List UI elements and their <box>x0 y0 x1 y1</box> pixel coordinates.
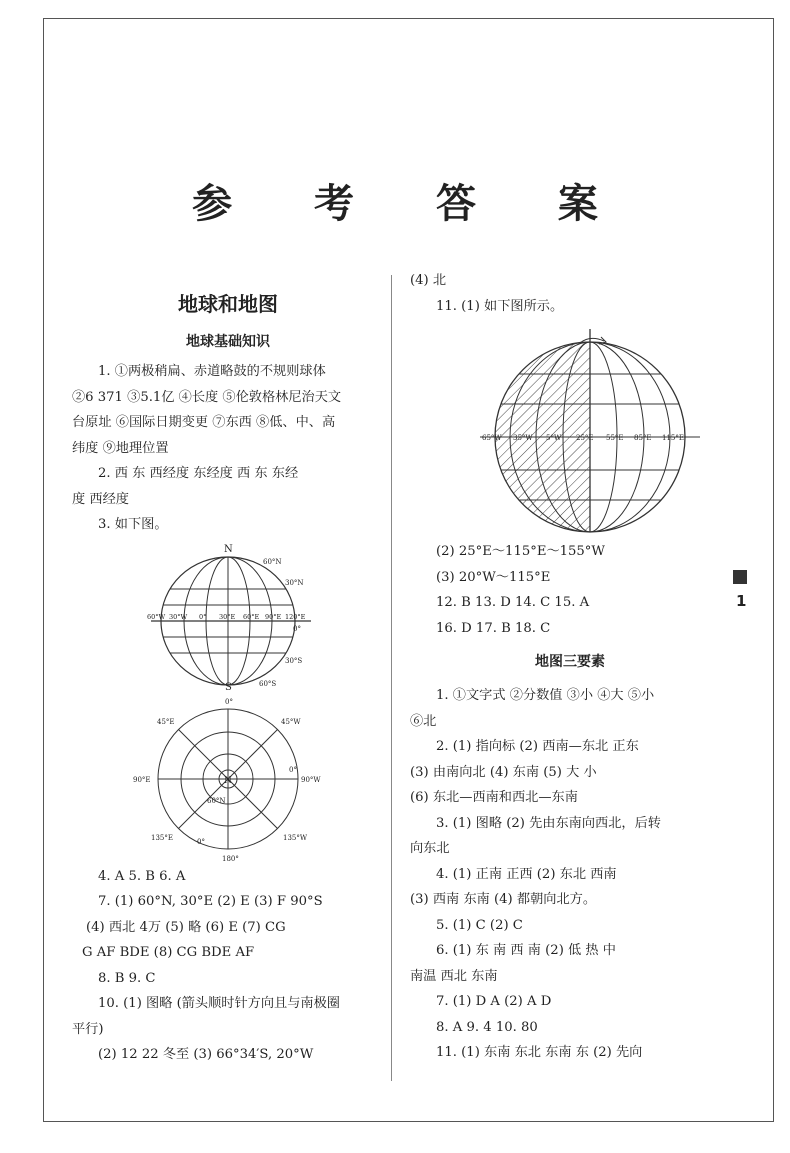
lon-label: 60°W <box>147 612 166 621</box>
answer-line: G AF BDE (8) CG BDE AF <box>82 945 255 960</box>
lon-label: 120°E <box>285 612 306 621</box>
answer-line: 2. 西 东 西经度 东经度 西 东 东经 <box>98 466 299 481</box>
answer-line: (4) 西北 4万 (5) 略 (6) E (7) CG <box>86 919 286 935</box>
answer-line: 12. B 13. D 14. C 15. A <box>436 595 590 610</box>
lon-label: 55°E <box>606 434 624 442</box>
answer-line: 11. (1) 如下图所示。 <box>436 298 564 314</box>
lon-label: 65°W <box>482 434 502 442</box>
south-label: S <box>225 681 232 690</box>
answer-line: 8. A 9. 4 10. 80 <box>436 1019 538 1035</box>
north-label: N <box>224 543 233 555</box>
lon-label: 30°E <box>219 612 236 621</box>
polar-label: 135°E <box>151 833 173 842</box>
subsection-title: 地图三要素 <box>535 654 605 670</box>
lon-label: 35°W <box>513 434 533 442</box>
polar-label: 0° <box>225 697 233 706</box>
section-title: 地球和地图 <box>178 292 278 316</box>
polar-label: 60°N <box>207 796 226 805</box>
answer-line: (6) 东北—西南和西北—东南 <box>410 790 578 805</box>
hatched-globe-figure <box>430 319 710 539</box>
globe-grid-figure <box>133 538 323 690</box>
answer-line: ②6 371 ③5.1亿 ④长度 ⑤伦敦格林尼治天文 <box>72 389 342 405</box>
polar-label: 45°W <box>281 717 301 726</box>
answer-line: 7. (1) D A (2) A D <box>436 994 552 1009</box>
side-tab-marker <box>733 570 747 584</box>
answer-line: 台原址 ⑥国际日期变更 ⑦东西 ⑧低、中、高 <box>72 415 336 430</box>
lat-label: 60°N <box>263 557 282 566</box>
answer-line: 8. B 9. C <box>98 970 156 986</box>
answer-line: 4. A 5. B 6. A <box>98 868 186 884</box>
answer-line: 1. ①文字式 ②分数值 ③小 ④大 ⑤小 <box>436 688 655 703</box>
polar-label: 135°W <box>283 833 308 842</box>
answer-line: 1. ①两极稍扁、赤道略鼓的不规则球体 <box>98 364 326 379</box>
polar-label: 45°E <box>157 717 175 726</box>
answer-line: 5. (1) C (2) C <box>436 917 523 933</box>
answer-line: (2) 25°E～115°E～155°W <box>436 544 605 559</box>
answer-line: 南温 西北 东南 <box>410 968 498 984</box>
lon-label: 25°E <box>576 434 594 442</box>
answer-line: 10. (1) 图略 (箭头顺时针方向且与南极圈 <box>98 996 340 1011</box>
answer-line: 7. (1) 60°N, 30°E (2) E (3) F 90°S <box>98 894 323 909</box>
answer-line: 6. (1) 东 南 西 南 (2) 低 热 中 <box>436 943 616 958</box>
answer-line: 2. (1) 指向标 (2) 西南—东北 正东 <box>436 739 639 754</box>
answer-line: (3) 西南 东南 (4) 都朝向北方。 <box>410 892 597 907</box>
lon-label: 5°W <box>546 434 562 442</box>
answer-line: 11. (1) 东南 东北 东南 东 (2) 先向 <box>436 1045 643 1060</box>
lat-label: 60°S <box>259 679 277 688</box>
lon-label: 0° <box>199 612 207 621</box>
answer-line: 3. (1) 图略 (2) 先由东南向西北，后转 <box>436 815 661 831</box>
lon-label: 60°E <box>243 612 260 621</box>
answer-line: (4) 北 <box>410 273 447 288</box>
answer-line: 度 西经度 <box>72 491 129 507</box>
answer-line: 4. (1) 正南 正西 (2) 东北 西南 <box>436 866 617 882</box>
column-divider <box>391 275 392 1081</box>
polar-label: 0° <box>289 765 297 774</box>
lon-label: 85°E <box>634 434 652 442</box>
answer-line: 向东北 <box>410 841 450 856</box>
lon-label: 30°W <box>169 612 188 621</box>
answer-line: ⑥北 <box>410 713 437 729</box>
answer-line: (2) 12 22 冬至 (3) 66°34′S, 20°W <box>98 1047 314 1062</box>
answer-line: (3) 由南向北 (4) 东南 (5) 大 小 <box>410 764 597 780</box>
polar-center-label: N <box>224 775 232 786</box>
answer-line: (3) 20°W～115°E <box>436 569 551 585</box>
polar-label: 90°E <box>133 775 151 784</box>
lat-label: 30°N <box>285 578 304 587</box>
answer-line: 纬度 ⑨地理位置 <box>72 440 169 456</box>
left-column <box>72 280 384 1068</box>
subsection-title: 地球基础知识 <box>186 334 270 350</box>
polar-label: 180° <box>222 854 239 863</box>
lon-label: 115°E <box>662 434 684 442</box>
lon-label: 90°E <box>265 612 282 621</box>
lat-label: 30°S <box>285 656 303 665</box>
polar-label: 0° <box>197 837 205 846</box>
answer-line: 平行) <box>72 1021 104 1037</box>
answer-line: 16. D 17. B 18. C <box>436 620 551 636</box>
page-number: 1 <box>736 592 747 610</box>
polar-label: 90°W <box>301 775 321 784</box>
page-title: 参 考 答 案 <box>192 180 632 227</box>
answer-line: 3. 如下图。 <box>98 517 168 532</box>
right-column <box>410 268 730 1066</box>
polar-projection-figure <box>133 694 323 864</box>
lat-label: 0° <box>293 624 301 633</box>
